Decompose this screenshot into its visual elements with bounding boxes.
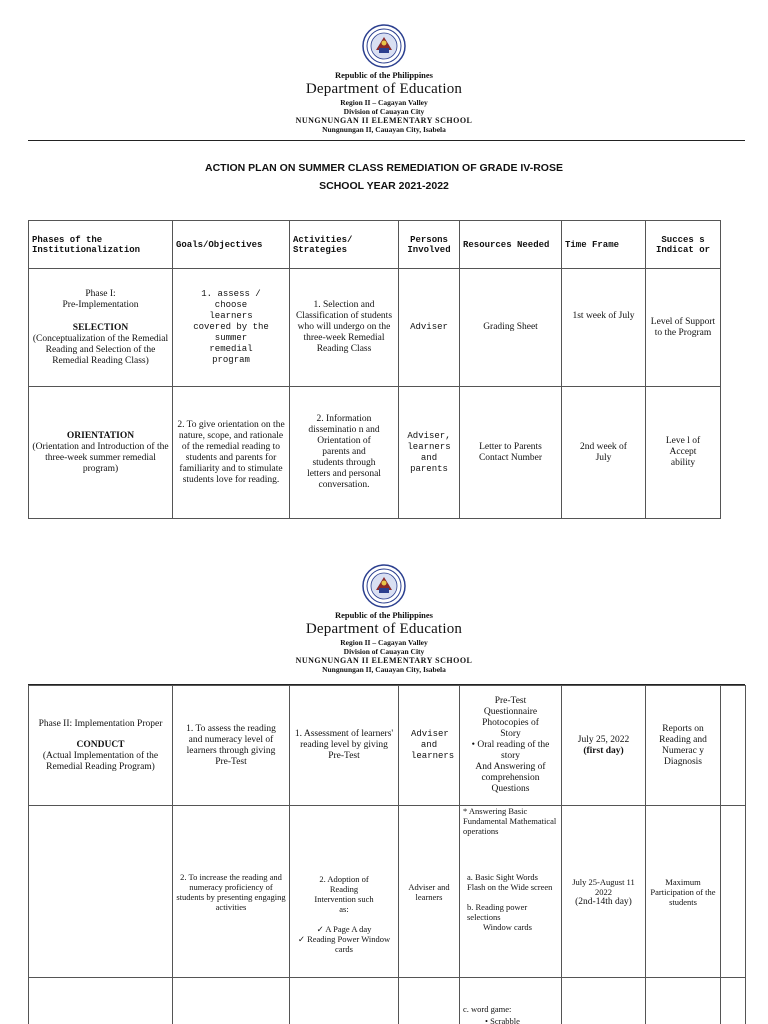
action-plan-table-2 <box>28 685 746 1024</box>
department-text: Department of Education <box>305 621 463 637</box>
check-icon: ✓ <box>297 934 308 944</box>
phase-cell <box>29 686 173 806</box>
goal-cell: 1. assess / choose learners covered by the summer remedial program <box>173 269 290 387</box>
table-row <box>29 806 746 978</box>
table-row <box>29 978 746 1024</box>
table-row <box>29 686 746 806</box>
resource-item: Window cards <box>483 922 532 932</box>
phase-cell <box>29 269 173 387</box>
indicator-cell <box>646 978 721 1024</box>
column-header: Succes s Indicat or <box>646 221 721 269</box>
resources-cell <box>460 806 562 978</box>
resource-item <box>463 740 558 762</box>
school-year: SCHOOL YEAR 2021-2022 <box>319 180 449 192</box>
persons-cell: Adviser, learners and parents <box>399 387 460 519</box>
table-header-row <box>29 221 721 269</box>
time-cell: 2nd week of July <box>562 387 646 519</box>
check-icon: ✓ <box>316 924 326 934</box>
resource-item: b. Reading power selections <box>467 902 528 922</box>
phase-name: Phase II: Implementation Proper <box>38 718 163 729</box>
indicator-cell: Leve l of Accept ability <box>646 387 721 519</box>
column-header: Persons Involved <box>399 221 460 269</box>
phase-heading: ORIENTATION <box>66 430 135 441</box>
goal-cell <box>173 978 290 1024</box>
persons-cell: Adviser <box>399 269 460 387</box>
activity-cell: 1. Selection and Classification of students who will undergo on the three-week Remedial Reading Class <box>290 269 399 387</box>
plan-title: ACTION PLAN ON SUMMER CLASS REMEDIATION OF GRADE IV-ROSE <box>205 162 563 174</box>
empty-cell <box>721 806 746 978</box>
phase-cell <box>29 387 173 519</box>
phase-description: (Orientation and Introduction of the three-week summer remedial program) <box>32 441 169 474</box>
column-header: Time Frame <box>562 221 646 269</box>
resources-cell <box>460 978 562 1024</box>
resource-item: a. Basic Sight Words Flash on the Wide screen <box>467 872 553 892</box>
activity-cell <box>290 806 399 978</box>
letterhead <box>0 24 768 134</box>
indicator-cell: Reports on Reading and Numerac y Diagnosis <box>646 686 721 806</box>
department-text: Department of Education <box>305 81 463 97</box>
phase-label: Phase I: <box>85 288 116 299</box>
resource-item: * Answering Basic Fundamental Mathematical operations <box>463 806 557 836</box>
deped-seal-icon <box>362 24 406 68</box>
phase-cell <box>29 806 173 978</box>
activity-item-label: Reading Power Window cards <box>307 934 391 954</box>
school-address: Nungnungan II, Cauayan City, Isabela <box>322 665 446 674</box>
activity-cell <box>290 978 399 1024</box>
persons-cell: Adviser and learners <box>399 806 460 978</box>
phase-description: (Conceptualization of the Remedial Reading and Selection of the Remedial Reading Class) <box>32 333 169 366</box>
table-row <box>29 269 721 387</box>
bullet-icon: • <box>471 740 478 750</box>
division-text: Division of Cauayan City <box>343 107 425 116</box>
column-header: Goals/Objectives <box>173 221 290 269</box>
activity-item <box>293 924 395 934</box>
time-date: July 25-August 11 2022 <box>572 876 635 897</box>
phase-description: (Actual Implementation of the Remedial Reading Program) <box>42 750 159 772</box>
school-name: NUNGNUNGAN II ELEMENTARY SCHOOL <box>295 656 473 665</box>
activity-item <box>293 934 395 954</box>
resource-item: c. word game: <box>463 1004 512 1014</box>
resource-item <box>463 1016 558 1024</box>
region-text: Region II – Cagayan Valley <box>340 98 428 107</box>
deped-seal-icon <box>362 564 406 608</box>
indicator-cell: Maximum Participation of the students <box>646 806 721 978</box>
time-note: (2nd-14th day) <box>575 896 632 907</box>
empty-cell <box>721 978 746 1024</box>
resources-cell: Grading Sheet <box>460 269 562 387</box>
phase-heading: SELECTION <box>72 322 129 333</box>
indicator-cell: Level of Support to the Program <box>646 269 721 387</box>
resource-item: And Answering of comprehension Questions <box>475 762 546 794</box>
phase-heading: CONDUCT <box>76 739 125 750</box>
goal-cell: 2. To increase the reading and numeracy proficiency of students by presenting engaging activities <box>173 806 290 978</box>
empty-cell <box>721 686 746 806</box>
republic-text: Republic of the Philippines <box>334 610 433 620</box>
activity-item-label: A Page A day <box>325 924 372 934</box>
column-header: Activities/ Strategies <box>290 221 399 269</box>
time-cell <box>562 686 646 806</box>
republic-text: Republic of the Philippines <box>334 70 433 80</box>
time-cell: 1st week of July <box>562 269 646 387</box>
activity-cell: 2. Information disseminatio n and Orientation of parents and students through letters and personal conversation. <box>290 387 399 519</box>
time-cell <box>562 978 646 1024</box>
school-address: Nungnungan II, Cauayan City, Isabela <box>322 125 446 134</box>
goal-cell: 2. To give orientation on the nature, scope, and rationale of the remedial reading to students and parents for familiarity and to stimulate students love for reading. <box>173 387 290 519</box>
document-page-2 <box>0 560 768 1024</box>
column-header: Phases of the Institutionalization <box>29 221 173 269</box>
resource-item-label: Scrabble <box>490 1016 520 1024</box>
phase-cell <box>29 978 173 1024</box>
persons-cell <box>399 978 460 1024</box>
resource-item-label: Oral reading of the story <box>477 740 550 761</box>
resources-cell <box>460 686 562 806</box>
bullet-icon: • <box>485 1016 491 1024</box>
letterhead <box>0 564 768 674</box>
resource-item: Pre-Test Questionnaire Photocopies of Story <box>482 696 539 739</box>
persons-cell: Adviser and learners <box>399 686 460 806</box>
phase-name: Pre-Implementation <box>62 299 139 310</box>
header-rule <box>28 140 745 141</box>
resources-cell: Letter to Parents Contact Number <box>460 387 562 519</box>
activity-cell: 1. Assessment of learners' reading level by giving Pre-Test <box>290 686 399 806</box>
time-note: (first day) <box>583 745 624 756</box>
column-header: Resources Needed <box>460 221 562 269</box>
region-text: Region II – Cagayan Valley <box>340 638 428 647</box>
activity-text: 2. Adoption of Reading Intervention such as: <box>314 874 374 914</box>
division-text: Division of Cauayan City <box>343 647 425 656</box>
action-plan-table-1 <box>28 220 721 519</box>
time-cell <box>562 806 646 978</box>
school-name: NUNGNUNGAN II ELEMENTARY SCHOOL <box>295 116 473 125</box>
goal-cell: 1. To assess the reading and numeracy level of learners through giving Pre-Test <box>173 686 290 806</box>
time-date: July 25, 2022 <box>577 734 630 745</box>
table-row <box>29 387 721 519</box>
